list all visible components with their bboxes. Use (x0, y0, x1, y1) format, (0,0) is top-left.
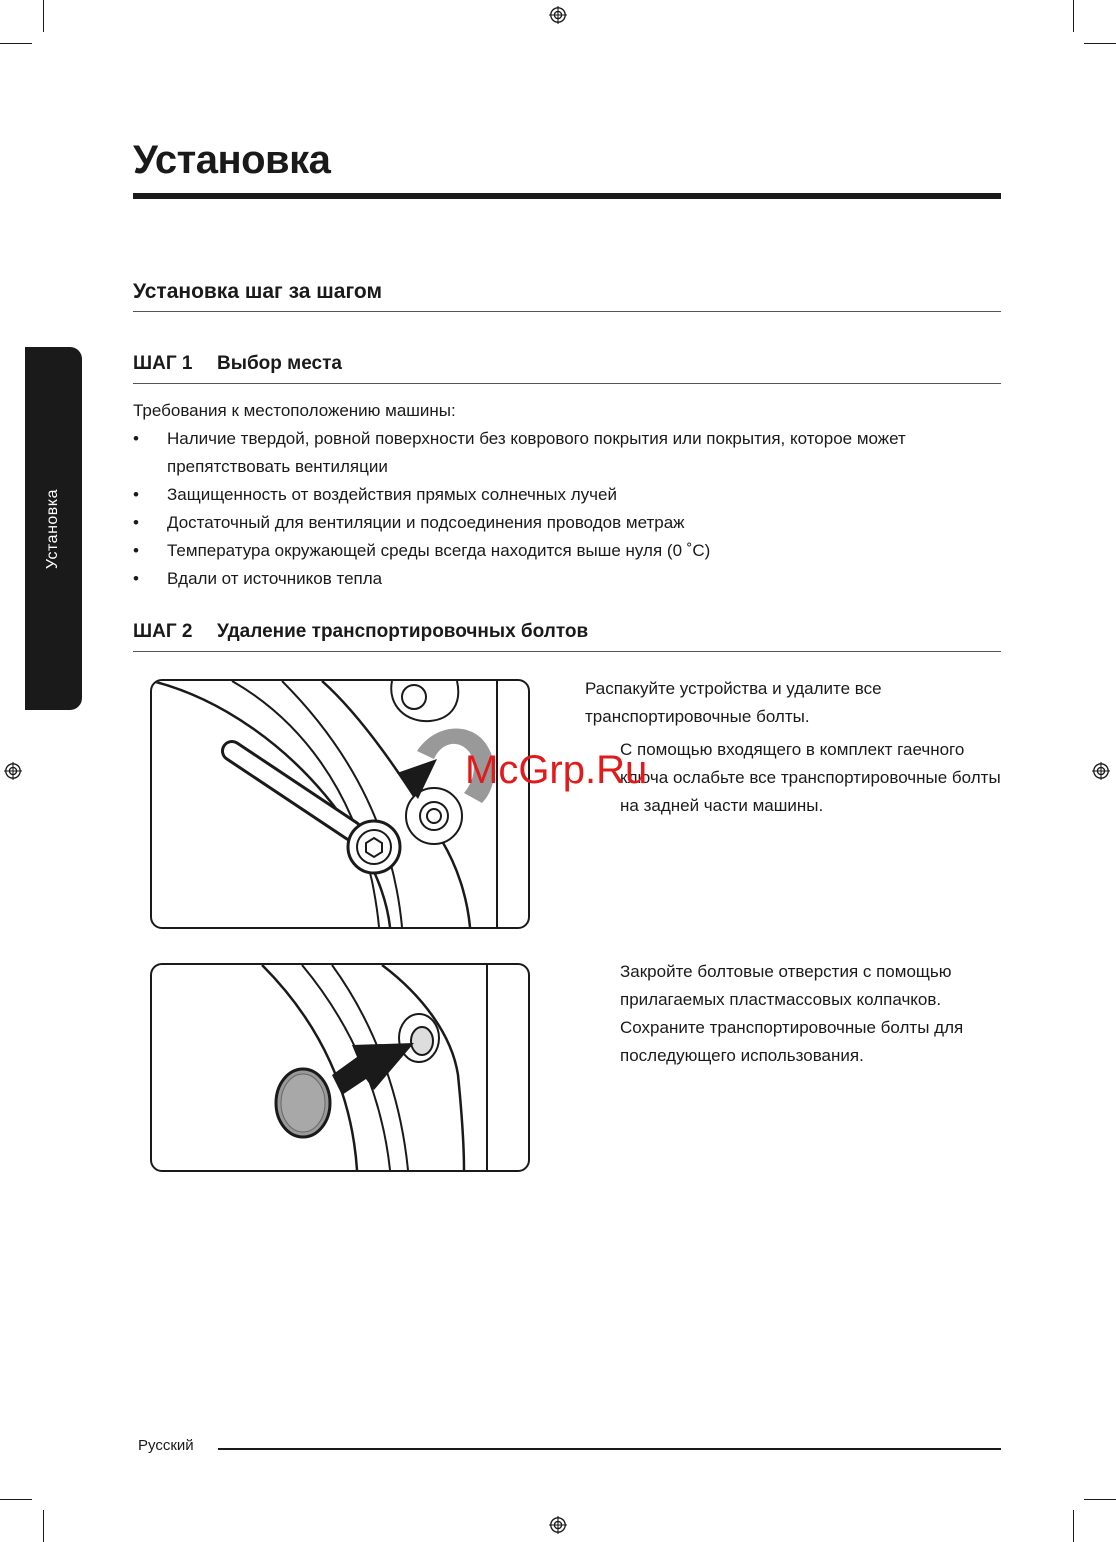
watermark: McGrp.Ru (465, 748, 648, 792)
side-tab-label-wrapper (25, 347, 82, 710)
bullet-icon: • (133, 569, 139, 588)
step2-instruction-2: Закройте болтовые отверстия с помощью прилагаемых пластмассовых колпачков. Сохраните транспортировочные болты для последующего использования. (620, 962, 964, 1065)
footer-language: Русский (138, 1437, 194, 1454)
crop-mark (43, 0, 44, 32)
registration-mark-icon (1092, 762, 1110, 780)
crop-mark (1073, 0, 1074, 32)
title-rule (133, 193, 1001, 199)
step2-instruction-1: С помощью входящего в комплект гаечного ключа ослабьте все транспортировочные болты на задней части машины. (620, 740, 1001, 815)
crop-mark (1084, 1499, 1116, 1500)
list-item-text: Вдали от источников тепла (167, 569, 383, 588)
list-item-text: Защищенность от воздействия прямых солнечных лучей (167, 485, 617, 504)
crop-mark (1084, 43, 1116, 44)
step2-rule (133, 651, 1001, 652)
requirements-list (133, 425, 933, 593)
list-item-text: Достаточный для вентиляции и подсоединения проводов метраж (167, 513, 685, 532)
bullet-icon: • (133, 541, 139, 560)
step2-title: Удаление транспортировочных болтов (217, 621, 589, 642)
step1-rule (133, 383, 1001, 384)
list-item (133, 565, 933, 593)
list-item (133, 509, 933, 537)
registration-mark-icon (549, 6, 567, 24)
bullet-icon: • (133, 485, 139, 504)
footer-rule (218, 1448, 1001, 1450)
page-title: Установка (133, 138, 331, 182)
list-item (133, 425, 933, 481)
section-heading: Установка шаг за шагом (133, 280, 383, 303)
bullet-icon: • (133, 513, 139, 532)
step1-heading (133, 353, 342, 375)
cap-inserting-illustration (150, 963, 530, 1172)
step2-heading (133, 621, 588, 643)
list-item-text: Температура окружающей среды всегда находится выше нуля (0 ˚C) (167, 541, 711, 560)
list-item-text: Наличие твердой, ровной поверхности без коврового покрытия или покрытия, которое может препятствовать вентиляции (167, 429, 906, 476)
step2-number: ШАГ 2 (133, 621, 193, 642)
step1-title: Выбор места (217, 353, 342, 374)
registration-mark-icon (4, 762, 22, 780)
wrench-loosening-bolt-illustration (150, 679, 530, 929)
section-rule (133, 311, 1001, 312)
step1-number: ШАГ 1 (133, 353, 193, 374)
list-item (133, 481, 933, 509)
side-tab-label: Установка (44, 488, 62, 569)
bullet-icon: • (133, 429, 139, 448)
list-item (133, 537, 933, 565)
crop-mark (0, 43, 32, 44)
crop-mark (1073, 1510, 1074, 1542)
crop-mark (0, 1499, 32, 1500)
registration-mark-icon (549, 1516, 567, 1534)
crop-mark (43, 1510, 44, 1542)
requirements-title: Требования к местоположению машины: (133, 401, 456, 420)
step2-lead-text: Распакуйте устройства и удалите все транспортировочные болты. (585, 679, 882, 726)
